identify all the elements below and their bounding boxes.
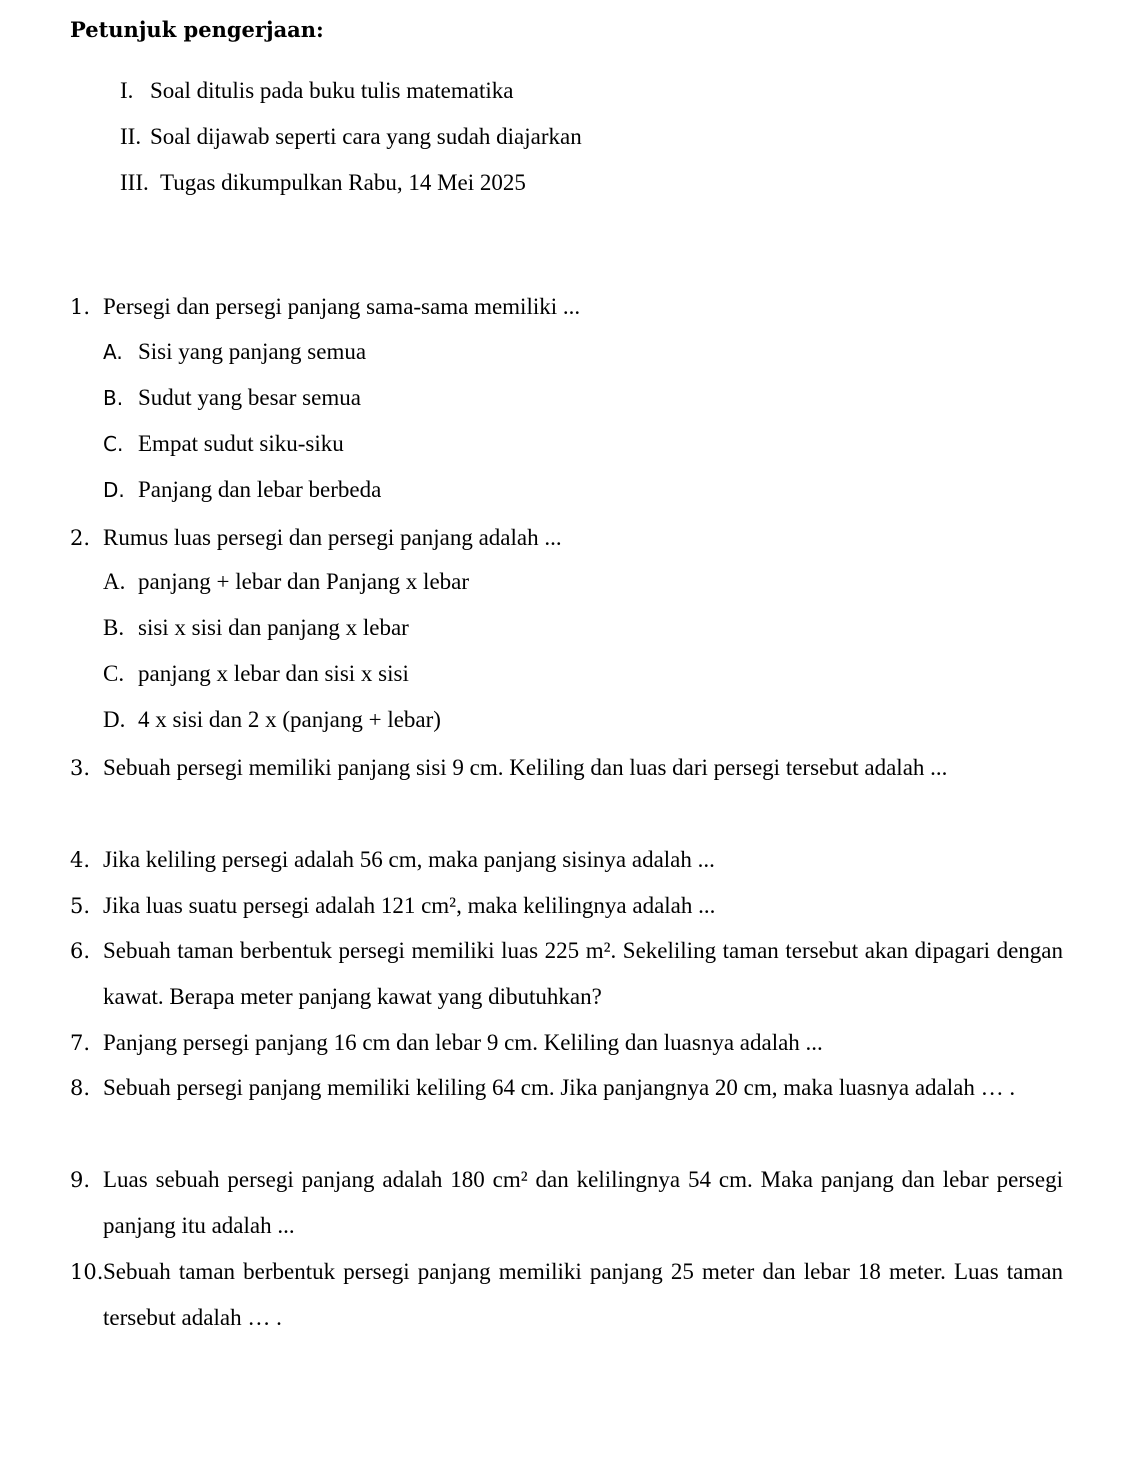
question-2-option-a: [103, 569, 469, 595]
question-text: Persegi dan persegi panjang sama-sama memiliki ...: [103, 294, 581, 319]
question-number: 8.: [70, 1076, 91, 1100]
option-letter: B.: [103, 386, 124, 410]
option-text: panjang x lebar dan sisi x sisi: [138, 661, 409, 686]
option-text: Sisi yang panjang semua: [138, 339, 367, 364]
instruction-number: III.: [120, 170, 149, 195]
question-text: Sebuah persegi panjang memiliki keliling 64 cm. Jika panjangnya 20 cm, maka luasnya adalah … .: [103, 1075, 1016, 1100]
question-4: [70, 837, 1063, 883]
option-letter: B.: [103, 615, 125, 640]
question-text: Jika luas suatu persegi adalah 121 cm², maka kelilingnya adalah ...: [103, 893, 716, 918]
instruction-number: I.: [120, 78, 134, 103]
question-3: [70, 745, 1063, 791]
option-letter: D.: [103, 478, 125, 502]
instruction-text: Soal ditulis pada buku tulis matematika: [150, 78, 514, 103]
question-5: [70, 883, 1063, 929]
option-letter: C.: [103, 661, 125, 686]
instruction-number: II.: [120, 124, 142, 149]
question-text: Jika keliling persegi adalah 56 cm, maka panjang sisinya adalah ...: [103, 847, 715, 872]
question-10: [70, 1249, 1063, 1341]
question-number: 4.: [70, 848, 91, 872]
question-text: Sebuah taman berbentuk persegi panjang memiliki panjang 25 meter dan lebar 18 meter. Luas taman tersebut adalah … .: [103, 1259, 1063, 1330]
question-text: Panjang persegi panjang 16 cm dan lebar 9 cm. Keliling dan luasnya adalah ...: [103, 1030, 823, 1055]
question-7: [70, 1020, 1063, 1066]
option-text: Empat sudut siku-siku: [138, 431, 344, 456]
question-2-option-d: [103, 707, 441, 733]
question-number: 10.: [70, 1260, 104, 1284]
instruction-text: Tugas dikumpulkan Rabu, 14 Mei 2025: [160, 170, 526, 195]
question-1-option-d: [103, 477, 381, 503]
question-6: [70, 928, 1063, 1020]
question-number: 1.: [70, 295, 91, 319]
instruction-item-3: [120, 170, 526, 196]
question-text: Sebuah persegi memiliki panjang sisi 9 cm. Keliling dan luas dari persegi tersebut adalah ...: [103, 755, 948, 780]
option-letter: C.: [103, 432, 124, 456]
question-2-option-b: [103, 615, 409, 641]
question-2-option-c: [103, 661, 409, 687]
instructions-title: Petunjuk pengerjaan:: [70, 17, 324, 42]
question-1: [70, 284, 1063, 330]
question-text: Rumus luas persegi dan persegi panjang adalah ...: [103, 525, 562, 550]
instruction-item-1: [120, 78, 513, 104]
question-1-option-c: [103, 431, 344, 457]
question-number: 6.: [70, 939, 91, 963]
question-2: [70, 515, 1063, 561]
question-number: 7.: [70, 1031, 91, 1055]
question-text: Luas sebuah persegi panjang adalah 180 cm² dan kelilingnya 54 cm. Maka panjang dan lebar persegi panjang itu adalah ...: [103, 1167, 1063, 1238]
option-letter: D.: [103, 707, 126, 732]
question-number: 5.: [70, 894, 91, 918]
question-text: Sebuah taman berbentuk persegi memiliki luas 225 m². Sekeliling taman tersebut akan dipagari dengan kawat. Berapa meter panjang kawat yang dibutuhkan?: [103, 938, 1063, 1009]
question-number: 2.: [70, 526, 91, 550]
option-letter: A.: [103, 340, 123, 364]
option-text: panjang + lebar dan Panjang x lebar: [138, 569, 470, 594]
option-text: Sudut yang besar semua: [138, 385, 361, 410]
question-1-option-a: [103, 339, 366, 365]
option-text: Panjang dan lebar berbeda: [138, 477, 382, 502]
question-number: 9.: [70, 1168, 91, 1192]
option-text: sisi x sisi dan panjang x lebar: [138, 615, 409, 640]
instruction-item-2: [120, 124, 582, 150]
question-number: 3.: [70, 756, 91, 780]
instruction-text: Soal dijawab seperti cara yang sudah diajarkan: [150, 124, 582, 149]
question-9: [70, 1157, 1063, 1249]
option-letter: A.: [103, 569, 126, 594]
option-text: 4 x sisi dan 2 x (panjang + lebar): [138, 707, 441, 732]
question-1-option-b: [103, 385, 361, 411]
question-8: [70, 1065, 1063, 1111]
